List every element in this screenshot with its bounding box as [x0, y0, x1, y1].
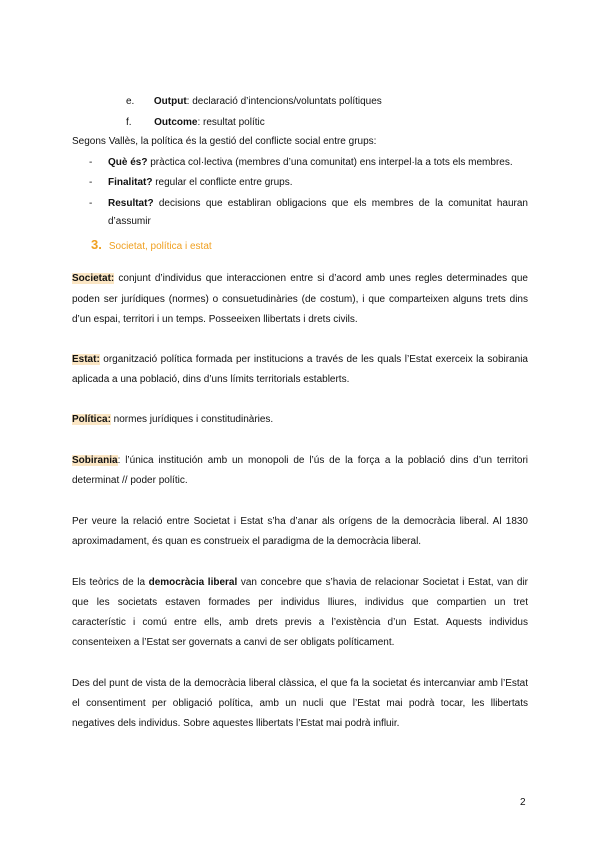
classica-line-1: Des del punt de vista de la democràcia liberal clàssica, el que fa la societat és intercanviar amb l’Estat: [72, 678, 528, 689]
bullet-resultat-cont: d’assumir: [108, 216, 151, 227]
bullet-text: pràctica col·lectiva (membres d’una comunitat) ens interpel·la a tots els membres.: [147, 157, 513, 168]
valles-intro: Segons Vallès, la política és la gestió del conflicte social entre grups:: [72, 136, 377, 147]
teorics-line-4: consenteixen a l’Estat ser governats a canvi de ser obligats políticament.: [72, 637, 395, 648]
relacio-line-1: Per veure la relació entre Societat i Estat s’ha d’anar als orígens de la democràcia liberal. Al 1830: [72, 516, 528, 527]
bold-term: democràcia liberal: [148, 577, 238, 588]
paragraph-text: : l’única institución amb un monopoli de l’ús de la força a la població dins d’un territori: [117, 455, 528, 466]
bullet-dash: -: [89, 198, 93, 209]
teorics-line-3: característic i comú entre ells, amb drets previs a l’existència d’un Estat. Aquests individus: [72, 617, 528, 628]
estat-line-2: aplicada a una població, dins d’uns límits territorials establerts.: [72, 374, 350, 385]
bullet-term: Finalitat?: [108, 177, 153, 188]
bullet-text: regular el conflicte entre grups.: [152, 177, 293, 188]
bullet-que-es: [108, 156, 513, 169]
section-heading: [91, 238, 212, 254]
societat-line-3: d’un espai, territori i un temps. Posseeixen llibertats i drets civils.: [72, 314, 358, 325]
paragraph-text: conjunt d’individus que interaccionen entre si d’acord amb unes regles determinades que: [114, 273, 528, 284]
list-marker: e.: [126, 96, 135, 107]
societat-line-1: [72, 272, 528, 285]
bullet-resultat: [108, 197, 528, 210]
list-term: Output: [153, 96, 187, 107]
term-highlight: Sobirania: [72, 455, 118, 466]
list-item-e: [126, 95, 382, 108]
list-text: : declaració d’intencions/voluntats polítiques: [186, 96, 382, 107]
paragraph-text: Els teòrics de la: [72, 577, 149, 588]
bullet-term: Què és?: [108, 157, 148, 168]
politica-line: [72, 413, 273, 426]
societat-line-2: poden ser jurídiques (normes) o consuetudinàries (de costum), i que comparteixen alguns trets dins: [72, 294, 528, 305]
bullet-term: Resultat?: [108, 198, 154, 209]
estat-line-1: [72, 353, 528, 366]
classica-line-3: negatives dels individus. Sobre aquestes llibertats l’Estat mai podrà influir.: [72, 718, 400, 729]
paragraph-text: van concebre que s’havia de relacionar Societat i Estat, van dir: [237, 577, 528, 588]
page-number: 2: [520, 797, 526, 808]
list-item-f: [126, 116, 265, 129]
relacio-line-2: aproximadament, és quan es construeix el paradigma de la democràcia liberal.: [72, 536, 422, 547]
sobirania-line-2: determinat // poder polític.: [72, 475, 188, 486]
teorics-line-2: que les societats estaven formades per individus lliures, individus que compartien un tret: [72, 597, 528, 608]
paragraph-text: organització política formada per institucions a través de les quals l’Estat exerceix la sobirania: [99, 354, 528, 365]
paragraph-text: normes jurídiques i constitudinàries.: [110, 414, 274, 425]
bullet-finalitat: [108, 176, 293, 189]
teorics-line-1: [72, 576, 528, 589]
bullet-text: decisions que establiran obligacions que els membres de la comunitat hauran: [153, 198, 528, 209]
classica-line-2: el consentiment per obligació política, amb un nucli que l’Estat mai podrà tocar, les llibertats: [72, 698, 528, 709]
section-title: Societat, política i estat: [108, 241, 212, 252]
term-highlight: Política:: [72, 414, 111, 425]
bullet-dash: -: [89, 157, 93, 168]
list-marker: f.: [126, 117, 132, 128]
list-term: Outcome: [154, 117, 198, 128]
term-highlight: Societat:: [72, 273, 115, 284]
term-highlight: Estat:: [72, 354, 100, 365]
sobirania-line-1: [72, 454, 528, 467]
section-number: 3.: [91, 237, 102, 252]
list-text: : resultat polític: [197, 117, 265, 128]
bullet-dash: -: [89, 177, 93, 188]
